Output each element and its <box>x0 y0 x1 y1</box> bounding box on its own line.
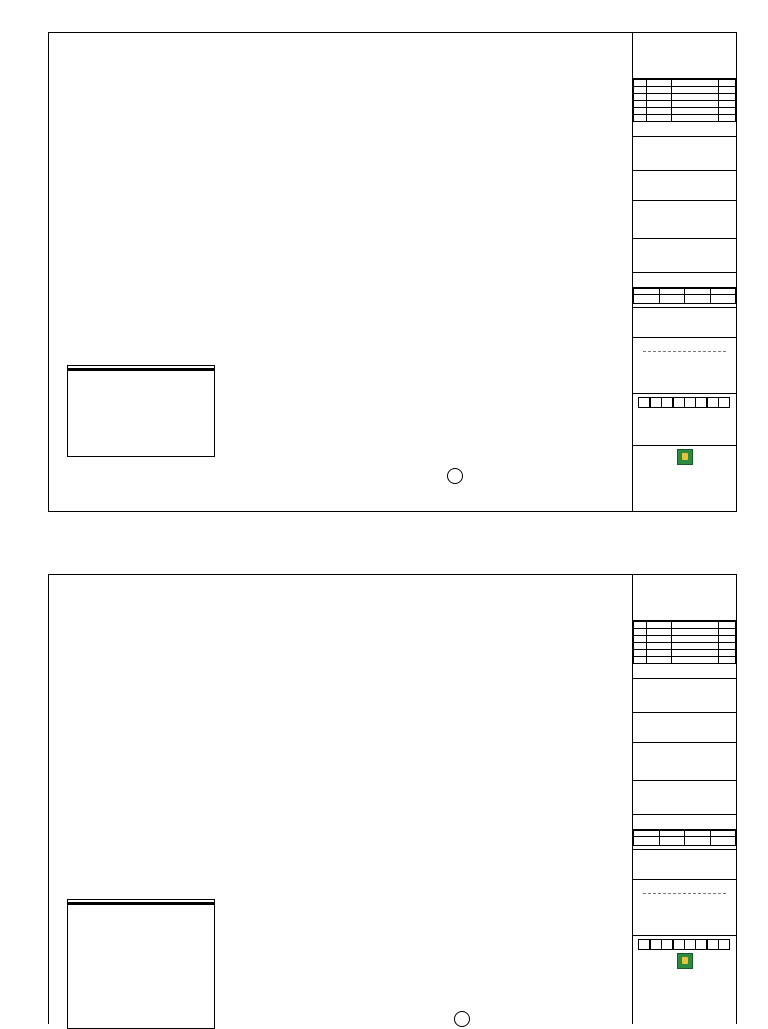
revision-section <box>633 621 736 679</box>
drawing-sheet-first-floor <box>48 574 737 1024</box>
title-block <box>632 33 736 511</box>
plan-number <box>447 468 463 484</box>
rev-row-no <box>634 643 647 650</box>
rev-row-no <box>634 87 647 94</box>
code-value <box>710 295 736 304</box>
pemberi-tugas-section <box>633 137 736 171</box>
legend-box <box>67 365 215 457</box>
rev-header <box>634 80 647 87</box>
rev-header <box>719 622 736 629</box>
codes-table <box>633 830 736 846</box>
approval-boxes <box>635 939 734 950</box>
rev-row-no <box>634 101 647 108</box>
revision-section <box>633 79 736 137</box>
drawing-sheet-ground-floor <box>48 32 737 512</box>
revision-table <box>633 621 736 664</box>
rev-header <box>672 80 719 87</box>
keterangan-section <box>633 33 736 79</box>
legend-box <box>67 899 215 1029</box>
code-value <box>659 837 685 846</box>
revision-table <box>633 79 736 122</box>
lokasi-section <box>633 743 736 781</box>
pemerintah-section <box>633 446 736 468</box>
approval-boxes <box>635 397 734 408</box>
rev-row-no <box>634 115 647 122</box>
rev-header <box>647 80 672 87</box>
rev-row-no <box>634 629 647 636</box>
approval-section <box>633 394 736 446</box>
code-value <box>634 295 660 304</box>
lokasi-section <box>633 201 736 239</box>
code-value <box>634 837 660 846</box>
rev-row-no <box>634 94 647 101</box>
rev-row-no <box>634 657 647 664</box>
code-value <box>659 295 685 304</box>
rev-header <box>634 622 647 629</box>
keterangan-section <box>633 575 736 621</box>
nama-bangunan-section <box>633 239 736 273</box>
judul-section <box>633 815 736 830</box>
rev-row-no <box>634 650 647 657</box>
penanggung-section <box>633 850 736 880</box>
plan-title-block <box>447 468 467 484</box>
nama-bangunan-section <box>633 781 736 815</box>
code-value <box>685 295 711 304</box>
codes-section <box>633 830 736 850</box>
codes-table <box>633 288 736 304</box>
code-value <box>710 837 736 846</box>
tim-profesi-section <box>633 880 736 936</box>
codes-section <box>633 288 736 308</box>
legend-notes <box>68 904 214 909</box>
city-emblem-icon <box>677 953 693 969</box>
approval-section <box>633 936 736 988</box>
rev-row-no <box>634 108 647 115</box>
nama-pekerjaan-section <box>633 713 736 743</box>
tim-profesi-section <box>633 338 736 394</box>
nama-pekerjaan-section <box>633 171 736 201</box>
city-emblem-icon <box>677 449 693 465</box>
judul-section <box>633 273 736 288</box>
code-value <box>685 837 711 846</box>
title-block <box>632 575 736 1024</box>
rev-header <box>672 622 719 629</box>
rev-row-no <box>634 636 647 643</box>
pemberi-tugas-section <box>633 679 736 713</box>
plan-title-block <box>454 1011 474 1027</box>
legend-notes <box>68 370 214 375</box>
rev-header <box>719 80 736 87</box>
penanggung-section <box>633 308 736 338</box>
rev-header <box>647 622 672 629</box>
plan-number <box>454 1011 470 1027</box>
